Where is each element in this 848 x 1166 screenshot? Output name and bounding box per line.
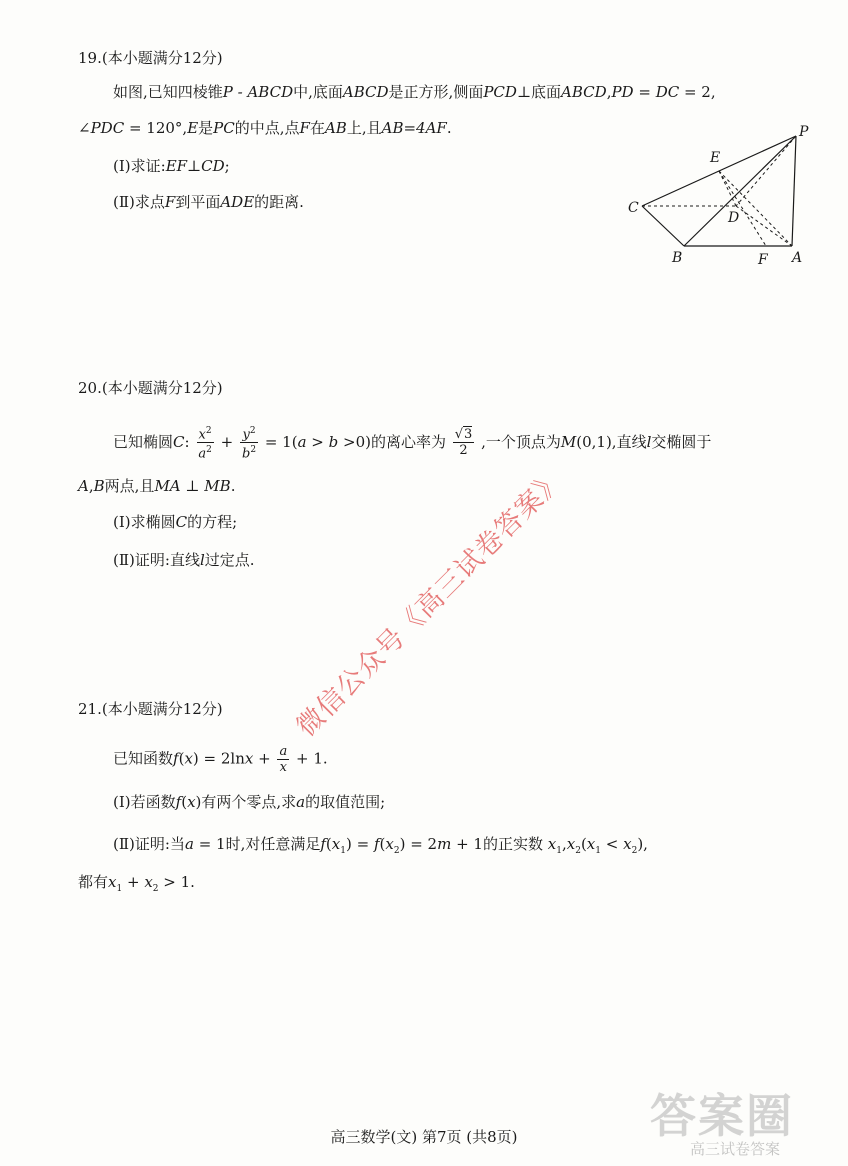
q19-stem-line-2: ∠PDC = 120°,E是PC的中点,点F在AB上,且AB=4AF.	[78, 119, 452, 137]
q19-stem-line-1: 如图,已知四棱锥P - ABCD中,底面ABCD是正方形,侧面PCD⊥底面ABCD,PD = DC = 2,	[113, 83, 716, 101]
pyramid-figure	[618, 122, 818, 272]
fraction-x2-a2: $\frac{x^2}{a^2}$	[198, 426, 212, 462]
logo-small-text: 高三试卷答案	[690, 1140, 781, 1158]
segment-EF	[719, 171, 766, 246]
q21-heading: 21.(本小题满分12分)	[78, 700, 223, 718]
label-F: F	[758, 252, 768, 268]
brand-logo	[640, 1080, 840, 1166]
label-P: P	[799, 124, 809, 140]
q20-part-2: (Ⅱ)证明:直线l过定点.	[113, 551, 255, 569]
label-B: B	[672, 250, 683, 266]
edge-CB	[642, 206, 684, 246]
q21-part-2: (Ⅱ)证明:当a = 1时,对任意满足$f(x_1) = f(x_2) = 2m + 1$的正实数 $x_1,x_2(x_1 < x_2)$,	[113, 835, 648, 856]
logo-large-text: 答案圈	[650, 1089, 794, 1143]
q21-part-2-cont: 都有$x_1 + x_2 > 1$.	[78, 873, 195, 894]
edge-PA	[792, 136, 796, 246]
q19-heading: 19.(本小题满分12分)	[78, 49, 223, 67]
q20-heading: 20.(本小题满分12分)	[78, 379, 223, 397]
q20-stem-line-1: 已知椭圆C: $\frac{x^2}{a^2}$ + $\frac{y^2}{b^2}$ = 1(a > b >0)的离心率为 $\frac{√3}{2}$ ,一个顶点为M(0,1),直线l交椭圆于	[113, 426, 712, 462]
edge-PB	[684, 136, 796, 246]
segment-ED	[719, 171, 736, 206]
label-D: D	[728, 210, 740, 226]
q20-stem-line-2: A,B两点,且MA ⊥ MB.	[78, 477, 236, 495]
label-A: A	[792, 250, 803, 266]
fraction-sqrt3-2: $\frac{√3}{2}$	[454, 427, 473, 459]
q20-part-1: (Ⅰ)求椭圆C的方程;	[113, 513, 238, 531]
label-C: C	[628, 200, 639, 216]
label-E: E	[710, 150, 721, 166]
page-footer: 高三数学(文) 第7页 (共8页)	[330, 1128, 518, 1146]
fraction-a-x: $\frac{a}{x}$	[279, 744, 288, 775]
q21-part-1: (Ⅰ)若函数f(x)有两个零点,求a的取值范围;	[113, 793, 386, 811]
q21-stem: 已知函数f(x) = 2lnx + $\frac{a}{x}$ + 1.	[113, 744, 328, 775]
fraction-y2-b2: $\frac{y^2}{b^2}$	[241, 426, 257, 462]
segment-EA	[719, 171, 792, 246]
q19-part-2: (Ⅱ)求点F到平面ADE的距离.	[113, 193, 304, 211]
edge-PD	[736, 136, 796, 206]
watermark-text: 微信公众号《高三试卷答案》	[290, 463, 571, 743]
q19-part-1: (Ⅰ)求证:EF⊥CD;	[113, 157, 230, 175]
